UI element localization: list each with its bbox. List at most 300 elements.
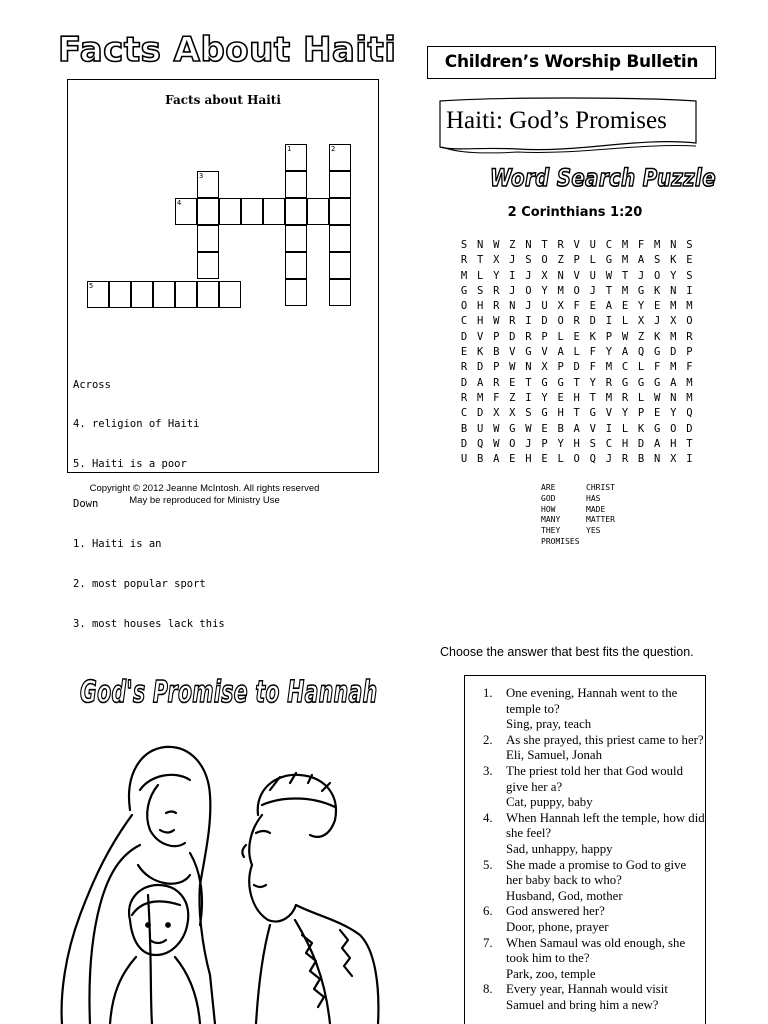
grid-letter[interactable]: L: [476, 269, 484, 282]
grid-letter[interactable]: Z: [637, 330, 645, 343]
grid-letter[interactable]: N: [509, 300, 516, 313]
grid-letter[interactable]: Y: [670, 407, 677, 420]
wordsearch-title: Word Search Puzzle: [490, 164, 716, 192]
grid-letter[interactable]: M: [621, 254, 629, 267]
grid-letter[interactable]: C: [460, 315, 468, 328]
grid-letter[interactable]: A: [654, 437, 661, 450]
crossword-cell[interactable]: [175, 281, 197, 308]
grid-letter[interactable]: D: [686, 422, 693, 435]
grid-letter[interactable]: A: [476, 376, 484, 389]
grid-letter[interactable]: M: [557, 284, 564, 297]
grid-letter[interactable]: S: [460, 239, 468, 251]
word-list-item: MATTER: [586, 515, 615, 525]
grid-letter[interactable]: O: [525, 284, 532, 297]
grid-letter[interactable]: D: [476, 361, 484, 374]
grid-letter[interactable]: T: [686, 437, 693, 450]
crossword-cell[interactable]: [285, 225, 307, 252]
quiz-box: [464, 675, 706, 1024]
scroll-banner: [438, 97, 700, 155]
grid-letter[interactable]: M: [605, 391, 613, 404]
grid-letter[interactable]: H: [573, 391, 580, 404]
grid-letter[interactable]: B: [637, 453, 645, 466]
grid-letter[interactable]: C: [621, 361, 629, 374]
grid-letter[interactable]: W: [509, 361, 516, 374]
grid-letter[interactable]: A: [637, 254, 645, 267]
grid-letter[interactable]: E: [573, 330, 580, 343]
grid-letter[interactable]: J: [605, 453, 613, 466]
grid-letter[interactable]: D: [670, 346, 677, 359]
grid-letter[interactable]: D: [589, 315, 596, 328]
grid-letter[interactable]: L: [573, 346, 580, 359]
question-number: 4.: [483, 810, 493, 825]
word-list-row: [541, 483, 615, 494]
question-text: When Samaul was old enough, she took him to the?: [506, 935, 686, 966]
grid-letter[interactable]: Q: [589, 453, 596, 466]
grid-letter[interactable]: H: [573, 437, 580, 450]
grid-letter[interactable]: F: [654, 361, 661, 374]
word-list-row: [541, 494, 615, 505]
clue-line: 4. religion of Haiti: [73, 418, 200, 431]
answer-options: Eli, Samuel, Jonah: [506, 748, 602, 763]
word-list: [541, 483, 615, 548]
grid-letter[interactable]: L: [557, 453, 564, 466]
grid-row: [456, 407, 697, 422]
grid-letter[interactable]: D: [460, 437, 468, 450]
grid-letter[interactable]: N: [670, 391, 677, 404]
grid-letter[interactable]: J: [637, 269, 645, 282]
grid-letter[interactable]: T: [541, 239, 548, 251]
grid-letter[interactable]: C: [460, 407, 468, 420]
grid-letter[interactable]: P: [686, 346, 693, 359]
grid-letter[interactable]: G: [460, 284, 468, 297]
grid-letter[interactable]: Q: [686, 407, 693, 420]
grid-letter[interactable]: V: [573, 239, 580, 251]
grid-letter[interactable]: M: [476, 391, 484, 404]
grid-letter[interactable]: H: [621, 437, 629, 450]
answer-options: Sing, pray, teach: [506, 717, 592, 732]
answer-options: Husband, God, mother: [506, 888, 623, 903]
grid-letter[interactable]: N: [654, 453, 661, 466]
grid-letter[interactable]: F: [493, 391, 500, 404]
grid-letter[interactable]: G: [589, 407, 596, 420]
grid-letter[interactable]: F: [589, 346, 596, 359]
grid-letter[interactable]: T: [573, 376, 580, 389]
grid-letter[interactable]: R: [460, 391, 468, 404]
grid-letter[interactable]: O: [573, 284, 580, 297]
word-list-item: MADE: [586, 504, 606, 514]
crossword-cell[interactable]: [329, 225, 351, 252]
crossword-cell[interactable]: [285, 198, 307, 225]
crossword-cell[interactable]: [219, 281, 241, 308]
grid-letter[interactable]: L: [637, 391, 645, 404]
grid-letter[interactable]: T: [621, 269, 629, 282]
grid-letter[interactable]: Y: [637, 300, 645, 313]
grid-letter[interactable]: D: [573, 361, 580, 374]
grid-letter[interactable]: R: [605, 376, 613, 389]
grid-letter[interactable]: Y: [557, 437, 564, 450]
question-number: 5.: [483, 857, 493, 872]
grid-letter[interactable]: X: [493, 254, 500, 267]
grid-letter[interactable]: M: [670, 361, 677, 374]
word-list-row: [541, 515, 615, 526]
grid-letter[interactable]: G: [637, 284, 645, 297]
grid-letter[interactable]: I: [605, 422, 613, 435]
grid-letter[interactable]: M: [621, 284, 629, 297]
grid-letter[interactable]: X: [670, 315, 677, 328]
grid-letter[interactable]: V: [589, 422, 596, 435]
grid-letter[interactable]: G: [621, 376, 629, 389]
grid-letter[interactable]: O: [686, 315, 693, 328]
crossword-cell[interactable]: [197, 281, 219, 308]
crossword-cell[interactable]: [263, 198, 285, 225]
grid-letter[interactable]: W: [493, 315, 500, 328]
grid-letter[interactable]: W: [493, 437, 500, 450]
clue-number: 4: [177, 199, 182, 207]
grid-letter[interactable]: A: [605, 300, 613, 313]
grid-letter[interactable]: S: [525, 254, 532, 267]
grid-letter[interactable]: Y: [541, 284, 548, 297]
crossword-cell[interactable]: [307, 198, 329, 225]
grid-letter[interactable]: B: [460, 422, 468, 435]
grid-letter[interactable]: B: [493, 346, 500, 359]
crossword-cell[interactable]: [329, 198, 351, 225]
clue-line: 1. Haiti is an: [73, 538, 162, 551]
grid-letter[interactable]: Y: [621, 407, 629, 420]
grid-letter[interactable]: G: [637, 376, 645, 389]
grid-row: [456, 392, 697, 407]
crossword-cell[interactable]: [153, 281, 175, 308]
grid-letter[interactable]: R: [621, 391, 629, 404]
grid-letter[interactable]: G: [541, 407, 548, 420]
grid-letter[interactable]: D: [460, 330, 468, 343]
grid-letter[interactable]: E: [509, 376, 516, 389]
grid-letter[interactable]: T: [605, 284, 613, 297]
grid-letter[interactable]: O: [670, 422, 677, 435]
crossword-cell[interactable]: [109, 281, 131, 308]
grid-letter[interactable]: Y: [605, 346, 613, 359]
grid-letter[interactable]: S: [686, 269, 693, 282]
crossword-title: Facts About Haiti: [58, 30, 397, 70]
question-number: 6.: [483, 904, 493, 919]
grid-letter[interactable]: R: [557, 239, 564, 251]
grid-letter[interactable]: E: [654, 300, 661, 313]
grid-letter[interactable]: O: [460, 300, 468, 313]
grid-letter[interactable]: H: [670, 437, 677, 450]
grid-letter[interactable]: E: [541, 453, 548, 466]
quiz-item: [483, 982, 705, 1013]
grid-row: [456, 285, 697, 300]
crossword-cell[interactable]: [197, 252, 219, 279]
question-text: One evening, Hannah went to the temple to?: [506, 686, 678, 716]
question-text: The priest told her that God would give her a?: [506, 763, 683, 794]
crossword-cell[interactable]: [285, 252, 307, 279]
grid-letter[interactable]: V: [476, 330, 484, 343]
answer-options: Sad, unhappy, happy: [506, 841, 613, 856]
grid-letter[interactable]: K: [589, 330, 596, 343]
clue-line: 5. Haiti is a poor: [73, 458, 187, 471]
grid-letter[interactable]: Y: [670, 269, 677, 282]
grid-letter[interactable]: E: [509, 453, 516, 466]
grid-letter[interactable]: K: [637, 422, 645, 435]
grid-letter[interactable]: N: [476, 239, 484, 251]
crossword-cell[interactable]: [329, 171, 351, 198]
grid-letter[interactable]: S: [686, 239, 693, 251]
grid-letter[interactable]: S: [589, 437, 596, 450]
crossword-cell[interactable]: [329, 279, 351, 306]
crossword-cell[interactable]: [285, 279, 307, 306]
grid-letter[interactable]: E: [686, 254, 693, 267]
grid-letter[interactable]: J: [525, 269, 532, 282]
grid-letter[interactable]: K: [670, 254, 677, 267]
crossword-cell[interactable]: [329, 252, 351, 279]
word-list-row: [541, 537, 615, 548]
grid-letter[interactable]: U: [541, 300, 548, 313]
grid-letter[interactable]: B: [557, 422, 564, 435]
grid-letter[interactable]: O: [509, 437, 516, 450]
grid-letter[interactable]: X: [670, 453, 677, 466]
grid-letter[interactable]: G: [509, 422, 516, 435]
word-list-row: [541, 505, 615, 516]
grid-letter[interactable]: D: [509, 330, 516, 343]
grid-letter[interactable]: M: [686, 300, 693, 313]
grid-letter[interactable]: M: [686, 391, 693, 404]
clue-number: 3: [199, 172, 204, 180]
grid-letter[interactable]: J: [525, 437, 532, 450]
grid-letter[interactable]: S: [654, 254, 661, 267]
crossword-cell[interactable]: [285, 171, 307, 198]
grid-letter[interactable]: F: [637, 239, 645, 251]
grid-letter[interactable]: E: [654, 407, 661, 420]
grid-letter[interactable]: O: [654, 269, 661, 282]
grid-letter[interactable]: D: [460, 376, 468, 389]
answer-options: Park, zoo, temple: [506, 966, 596, 981]
grid-letter[interactable]: U: [589, 239, 596, 251]
quiz-item: [483, 936, 705, 983]
grid-letter[interactable]: R: [509, 315, 516, 328]
grid-letter[interactable]: O: [557, 315, 564, 328]
grid-letter[interactable]: R: [460, 361, 468, 374]
crossword-cell[interactable]: [219, 198, 241, 225]
grid-letter[interactable]: I: [509, 269, 516, 282]
grid-letter[interactable]: M: [621, 239, 629, 251]
grid-letter[interactable]: D: [476, 407, 484, 420]
grid-letter[interactable]: E: [541, 422, 548, 435]
grid-letter[interactable]: Y: [493, 269, 500, 282]
grid-letter[interactable]: T: [573, 407, 580, 420]
grid-letter[interactable]: K: [654, 284, 661, 297]
grid-letter[interactable]: M: [670, 300, 677, 313]
grid-letter[interactable]: R: [493, 284, 500, 297]
grid-letter[interactable]: A: [557, 346, 564, 359]
grid-letter[interactable]: O: [573, 453, 580, 466]
grid-letter[interactable]: Z: [509, 239, 516, 251]
grid-row: [456, 239, 697, 254]
grid-letter[interactable]: L: [589, 254, 596, 267]
grid-letter[interactable]: V: [541, 346, 548, 359]
grid-letter[interactable]: Y: [589, 376, 596, 389]
grid-letter[interactable]: G: [541, 376, 548, 389]
grid-letter[interactable]: E: [589, 300, 596, 313]
grid-letter[interactable]: H: [476, 300, 484, 313]
grid-letter[interactable]: R: [493, 300, 500, 313]
word-list-item: HOW: [541, 504, 556, 514]
grid-letter[interactable]: W: [493, 422, 500, 435]
grid-letter[interactable]: P: [541, 330, 548, 343]
grid-letter[interactable]: M: [654, 239, 661, 251]
grid-letter[interactable]: W: [654, 391, 661, 404]
grid-letter[interactable]: G: [605, 254, 613, 267]
grid-letter[interactable]: W: [525, 422, 532, 435]
grid-letter[interactable]: R: [686, 330, 693, 343]
grid-letter[interactable]: N: [557, 269, 564, 282]
question-text: God answered her?: [506, 904, 605, 919]
grid-letter[interactable]: W: [621, 330, 629, 343]
grid-letter[interactable]: R: [621, 453, 629, 466]
grid-letter[interactable]: S: [525, 407, 532, 420]
grid-letter[interactable]: F: [589, 361, 596, 374]
grid-letter[interactable]: W: [605, 269, 613, 282]
grid-letter[interactable]: D: [541, 315, 548, 328]
grid-letter[interactable]: R: [460, 254, 468, 267]
grid-letter[interactable]: L: [637, 361, 645, 374]
grid-letter[interactable]: X: [509, 407, 516, 420]
grid-letter[interactable]: V: [605, 407, 613, 420]
grid-letter[interactable]: A: [493, 453, 500, 466]
grid-letter[interactable]: U: [460, 453, 468, 466]
quiz-list: [483, 686, 705, 1013]
grid-letter[interactable]: I: [686, 453, 693, 466]
grid-letter[interactable]: P: [493, 330, 500, 343]
grid-row: [456, 453, 697, 468]
grid-letter[interactable]: K: [476, 346, 484, 359]
grid-letter[interactable]: U: [476, 422, 484, 435]
grid-letter[interactable]: B: [476, 453, 484, 466]
grid-letter[interactable]: L: [621, 422, 629, 435]
grid-letter[interactable]: M: [460, 269, 468, 282]
crossword-cell[interactable]: [197, 225, 219, 252]
grid-letter[interactable]: X: [541, 361, 548, 374]
grid-letter[interactable]: R: [493, 376, 500, 389]
grid-letter[interactable]: P: [573, 254, 580, 267]
grid-letter[interactable]: X: [557, 300, 564, 313]
copyright-notice: [67, 483, 342, 506]
grid-letter[interactable]: A: [621, 346, 629, 359]
grid-letter[interactable]: J: [509, 284, 516, 297]
question-number: 8.: [483, 982, 493, 997]
grid-letter[interactable]: D: [637, 437, 645, 450]
grid-letter[interactable]: T: [525, 376, 532, 389]
grid-letter[interactable]: H: [476, 315, 484, 328]
grid-letter[interactable]: G: [654, 346, 661, 359]
grid-letter[interactable]: E: [621, 300, 629, 313]
clue-line: Down: [73, 498, 99, 511]
grid-letter[interactable]: Z: [509, 391, 516, 404]
grid-letter[interactable]: Y: [541, 391, 548, 404]
question-text: She made a promise to God to give her baby back to who?: [506, 857, 687, 888]
grid-letter[interactable]: X: [493, 407, 500, 420]
grid-letter[interactable]: V: [509, 346, 516, 359]
grid-letter[interactable]: I: [525, 391, 532, 404]
grid-letter[interactable]: P: [637, 407, 645, 420]
crossword-cell[interactable]: [131, 281, 153, 308]
grid-letter[interactable]: Q: [476, 437, 484, 450]
clue-number: 2: [331, 145, 336, 153]
grid-letter[interactable]: J: [509, 254, 516, 267]
grid-row: [456, 254, 697, 269]
grid-letter[interactable]: M: [686, 376, 693, 389]
grid-letter[interactable]: N: [670, 284, 677, 297]
crossword-cell[interactable]: [197, 198, 219, 225]
grid-letter[interactable]: G: [654, 376, 661, 389]
quiz-instruction: Choose the answer that best fits the question.: [440, 645, 694, 659]
answer-options: Door, phone, prayer: [506, 919, 609, 934]
word-list-item: ARE: [541, 483, 556, 492]
word-list-item: HAS: [586, 493, 601, 503]
grid-letter[interactable]: F: [573, 300, 580, 313]
grid-letter[interactable]: L: [557, 330, 564, 343]
grid-letter[interactable]: L: [621, 315, 629, 328]
question-number: 2.: [483, 732, 493, 747]
grid-letter[interactable]: G: [525, 346, 532, 359]
grid-letter[interactable]: O: [541, 254, 548, 267]
grid-letter[interactable]: U: [589, 269, 596, 282]
grid-letter[interactable]: C: [605, 239, 613, 251]
grid-letter[interactable]: K: [654, 330, 661, 343]
grid-letter[interactable]: N: [525, 239, 532, 251]
grid-letter[interactable]: H: [525, 453, 532, 466]
grid-letter[interactable]: V: [573, 269, 580, 282]
grid-letter[interactable]: W: [493, 239, 500, 251]
grid-letter[interactable]: I: [525, 315, 532, 328]
grid-letter[interactable]: I: [605, 315, 613, 328]
grid-letter[interactable]: P: [541, 437, 548, 450]
hannah-title: God's Promise to Hannah: [80, 675, 378, 710]
grid-letter[interactable]: J: [525, 300, 532, 313]
question-text: Every year, Hannah would visit Samuel and bring him a new?: [506, 982, 668, 1012]
grid-letter[interactable]: H: [557, 407, 564, 420]
grid-letter[interactable]: X: [541, 269, 548, 282]
grid-letter[interactable]: R: [525, 330, 532, 343]
grid-letter[interactable]: P: [557, 361, 564, 374]
grid-letter[interactable]: N: [525, 361, 532, 374]
grid-letter[interactable]: I: [686, 284, 693, 297]
grid-letter[interactable]: P: [605, 330, 613, 343]
grid-letter[interactable]: J: [654, 315, 661, 328]
grid-letter[interactable]: R: [573, 315, 580, 328]
grid-letter[interactable]: S: [476, 284, 484, 297]
grid-letter[interactable]: M: [670, 330, 677, 343]
grid-letter[interactable]: F: [686, 361, 693, 374]
grid-letter[interactable]: E: [557, 391, 564, 404]
crossword-cell[interactable]: [241, 198, 263, 225]
grid-letter[interactable]: G: [654, 422, 661, 435]
grid-letter[interactable]: G: [557, 376, 564, 389]
grid-letter[interactable]: N: [670, 239, 677, 251]
grid-letter[interactable]: M: [605, 361, 613, 374]
grid-letter[interactable]: X: [637, 315, 645, 328]
word-list-item: GOD: [541, 493, 556, 503]
grid-letter[interactable]: Z: [557, 254, 564, 267]
grid-letter[interactable]: J: [589, 284, 596, 297]
grid-letter[interactable]: P: [493, 361, 500, 374]
grid-letter[interactable]: C: [605, 437, 613, 450]
grid-letter[interactable]: Q: [637, 346, 645, 359]
grid-letter[interactable]: T: [476, 254, 484, 267]
grid-letter[interactable]: A: [670, 376, 677, 389]
grid-letter[interactable]: E: [460, 346, 468, 359]
grid-letter[interactable]: T: [589, 391, 596, 404]
grid-letter[interactable]: A: [573, 422, 580, 435]
